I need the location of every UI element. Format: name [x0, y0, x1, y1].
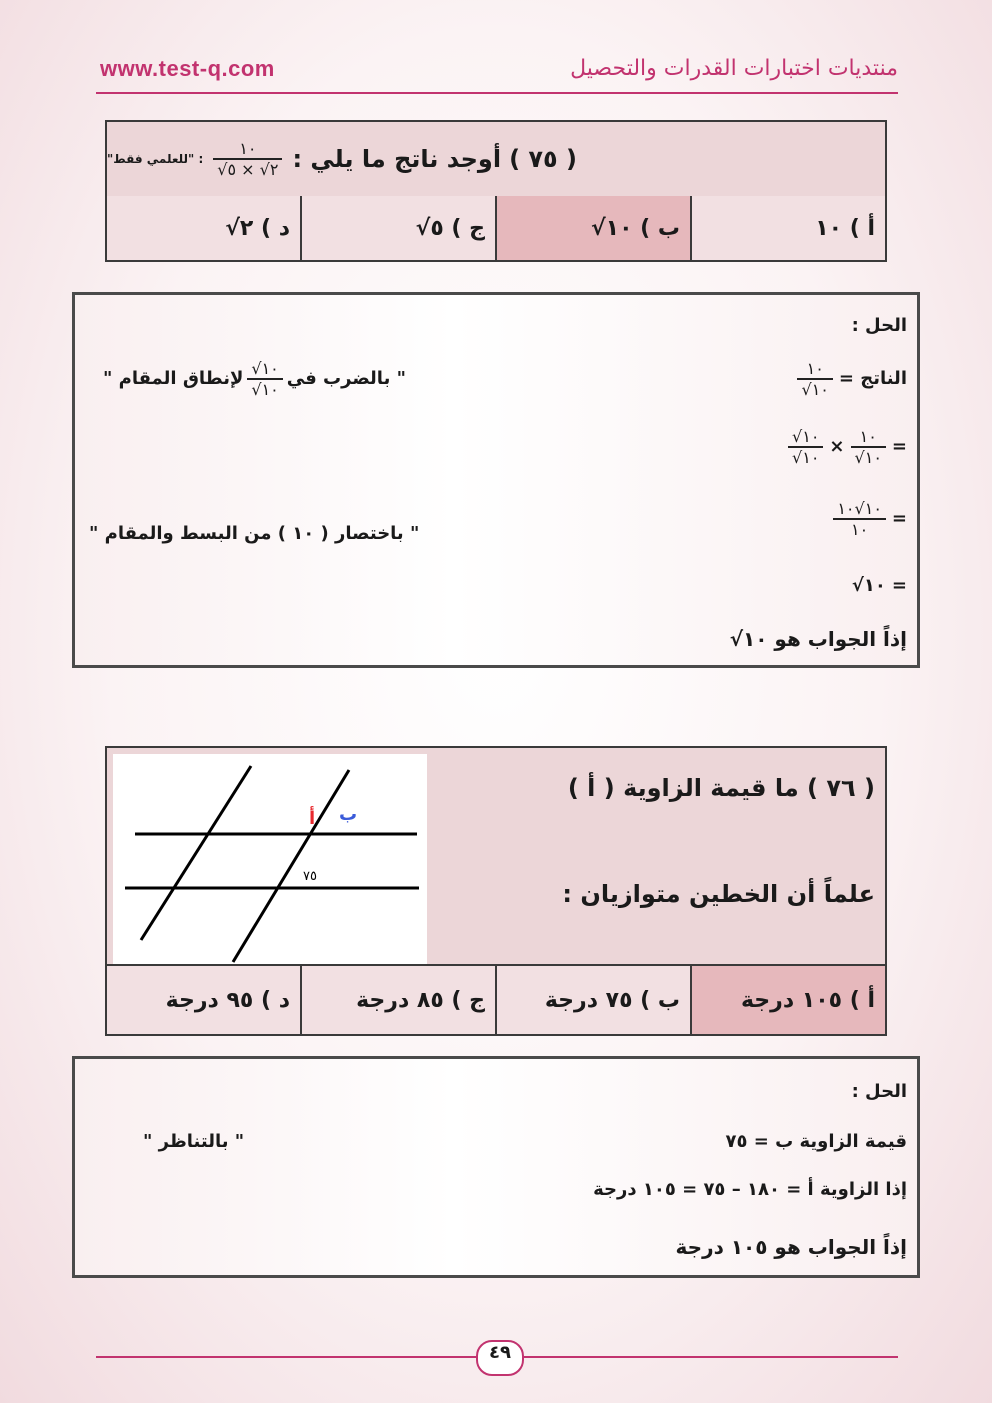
angle-b-label: ب	[339, 804, 358, 825]
fraction-denominator: ١٠	[851, 519, 869, 539]
solution-76-note: " بالتناظر "	[143, 1131, 245, 1152]
equals-sign: =	[891, 508, 907, 530]
angle-a-label: أ	[309, 808, 316, 829]
choice-c[interactable]: ج ) ٥√	[300, 196, 495, 260]
question-76-title: ( ٧٦ ) ما قيمة الزاوية ( أ )	[567, 774, 875, 802]
fraction-b	[788, 427, 823, 467]
page-number: ٤٩	[476, 1340, 524, 1376]
question-75-box	[105, 120, 887, 262]
solution-75-note2: " باختصار ( ١٠ ) من البسط والمقام "	[89, 523, 420, 544]
solution-75-answer: إذاً الجواب هو ١٠√	[729, 627, 907, 651]
note-text-b: لإنطاق المقام "	[103, 368, 244, 390]
note-text-a: " بالضرب في	[286, 368, 406, 390]
note-fraction	[247, 359, 282, 399]
fraction-c	[833, 499, 886, 539]
fraction-denominator: ١٠√	[251, 379, 279, 399]
question-75-fraction	[213, 139, 282, 179]
solution-76-line1: قيمة الزاوية ب = ٧٥	[725, 1131, 907, 1152]
choice-b-correct[interactable]: ب ) ١٠√	[495, 196, 690, 260]
fraction-a	[851, 427, 886, 467]
figure-panel	[113, 754, 427, 966]
question-75-choices	[107, 196, 885, 260]
choice-a-correct[interactable]: أ ) ١٠٥ درجة	[690, 966, 885, 1034]
fraction-numerator: ١٠√	[251, 359, 279, 378]
question-75-number: ( ٧٥ )	[509, 145, 578, 173]
result-label: الناتج =	[838, 368, 907, 390]
equals-sign: =	[891, 436, 907, 458]
fraction-denominator: ١٠√	[792, 447, 820, 467]
question-75-note: : "للعلمي فقط"	[107, 152, 204, 166]
choice-d[interactable]: د ) ٩٥ درجة	[107, 966, 300, 1034]
left-transversal	[141, 766, 251, 940]
solution-76-box	[72, 1056, 920, 1278]
parallel-lines-figure	[113, 754, 427, 966]
times-sign: ×	[829, 436, 845, 458]
result-fraction	[797, 359, 832, 399]
angle-75-label: ٧٥	[303, 869, 317, 884]
equals-sign: =	[891, 575, 907, 596]
fraction-denominator: ١٠√	[801, 379, 829, 399]
choice-c[interactable]: ج ) ٨٥ درجة	[300, 966, 495, 1034]
solution-75-note1	[103, 359, 406, 399]
header-divider	[96, 92, 898, 94]
solution-76-title: الحل :	[851, 1081, 907, 1102]
right-transversal	[233, 770, 349, 962]
question-76-box	[105, 746, 887, 1036]
fraction-numerator: ١٠√	[792, 427, 820, 446]
solution-75-line2	[788, 427, 907, 467]
result-value: ١٠√	[851, 575, 886, 596]
fraction-numerator: ١٠√١٠	[837, 499, 882, 518]
forum-title: منتديات اختبارات القدرات والتحصيل	[570, 56, 898, 81]
choice-d[interactable]: د ) ٢√	[107, 196, 300, 260]
solution-76-line2: إذا الزاوية أ = ١٨٠ – ٧٥ = ١٠٥ درجة	[593, 1179, 907, 1200]
question-75-prompt-row	[107, 122, 885, 198]
fraction-denominator: ٢√ × ٥√	[217, 159, 279, 179]
question-76-choices	[107, 964, 885, 1034]
solution-75-line4	[852, 575, 907, 596]
solution-75-title: الحل :	[851, 315, 907, 336]
fraction-numerator: ١٠	[859, 427, 877, 446]
fraction-numerator: ١٠	[806, 359, 824, 378]
fraction-denominator: ١٠√	[854, 447, 882, 467]
choice-a[interactable]: أ ) ١٠	[690, 196, 885, 260]
site-url[interactable]: www.test-q.com	[100, 56, 275, 81]
question-75-prompt: أوجد ناتج ما يلي :	[292, 145, 502, 173]
fraction-numerator: ١٠	[239, 139, 257, 159]
question-76-subtitle: علماً أن الخطين متوازيان :	[562, 880, 875, 908]
solution-75-line1	[797, 359, 907, 399]
solution-75-box	[72, 292, 920, 668]
solution-76-answer: إذاً الجواب هو ١٠٥ درجة	[675, 1235, 907, 1259]
choice-b[interactable]: ب ) ٧٥ درجة	[495, 966, 690, 1034]
solution-75-line3	[833, 499, 907, 539]
